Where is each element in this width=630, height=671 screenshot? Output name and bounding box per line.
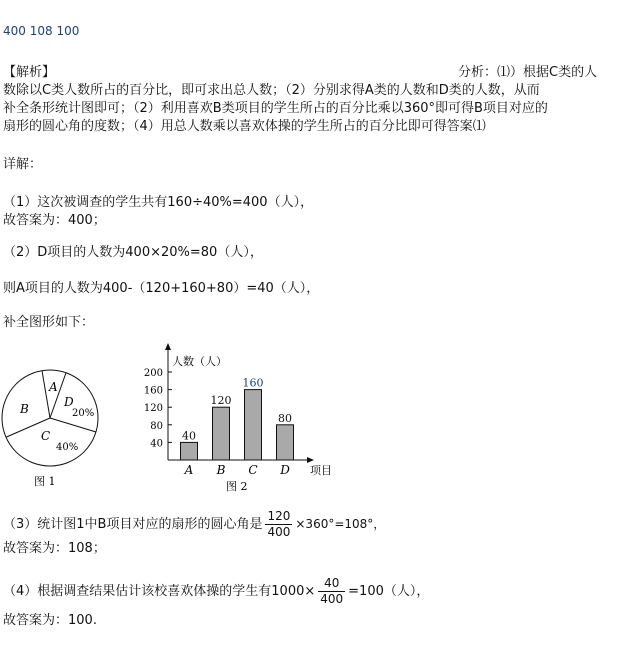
- bar-chart: [140, 343, 340, 495]
- bar: [277, 425, 294, 460]
- q2-line: 补全图形如下：: [3, 315, 95, 330]
- q3-prefix: （3）统计图1中B项目对应的扇形的圆心角是: [3, 517, 263, 532]
- q4-answer: 故答案为：100.: [3, 613, 97, 628]
- analysis-line: 数除以C类人数所占的百分比，即可求出总人数；（2）分别求得A类的人数和D类的人数，从而: [3, 83, 540, 98]
- q4-numerator: 40: [318, 576, 345, 592]
- analysis-heading-right: 分析：⑴）根据C类的人: [458, 65, 598, 80]
- q3-suffix: ×360°=108°，: [295, 517, 386, 531]
- bar-value-label: 120: [210, 394, 232, 408]
- x-tick-label: A: [184, 463, 194, 477]
- pie-label-b: B: [20, 402, 29, 416]
- q2-line: （2）D项目的人数为400×20%=80（人），: [3, 245, 263, 260]
- q4-denominator: 400: [320, 592, 344, 606]
- analysis-line: 扇形的圆心角的度数；（4）用总人数乘以喜欢体操的学生所占的百分比即可得答案⑴: [3, 119, 486, 134]
- pie-percent-c: 40%: [56, 442, 79, 453]
- y-tick-label: 80: [150, 420, 163, 432]
- q4-suffix: =100（人），: [348, 584, 430, 599]
- analysis-heading: 【解析】: [3, 65, 56, 80]
- x-tick-label: D: [280, 463, 290, 477]
- q3-denominator: 400: [267, 525, 291, 539]
- pie-figure: [0, 355, 105, 495]
- q3-fraction: [265, 509, 292, 540]
- q3-answer: 故答案为：108；: [3, 541, 106, 556]
- q3-line: [3, 507, 385, 542]
- bar: [213, 407, 230, 460]
- q4-line: [3, 575, 429, 609]
- q3-numerator: 120: [267, 509, 291, 523]
- pie-percent-d: 20%: [72, 408, 95, 419]
- y-tick-label: 40: [150, 438, 163, 450]
- y-axis-title: 人数（人）: [172, 355, 227, 368]
- q4-prefix: （4）根据调查结果估计该校喜欢体操的学生有1000×: [3, 584, 316, 599]
- x-axis-title: 项目: [310, 464, 332, 477]
- x-axis-arrow: [307, 457, 314, 463]
- y-tick-label: 200: [143, 368, 163, 379]
- bar-value-label: 40: [182, 429, 196, 443]
- analysis-line: 补全条形统计图即可；（2）利用喜欢B类项目的学生所占的百分比乘以360°即可得B项目对应的: [3, 101, 548, 116]
- bar: [245, 390, 262, 460]
- pie-label-d: D: [64, 395, 74, 409]
- bar-value-label: 160: [242, 376, 264, 390]
- q2-line: 则A项目的人数为400-（120+160+80）=40（人），: [3, 281, 320, 296]
- figure2-caption: 图 2: [226, 480, 248, 493]
- q1-line: （1）这次被调查的学生共有160÷40%=400（人），: [3, 195, 314, 210]
- pie-label-a: A: [49, 380, 58, 394]
- y-tick-label: 120: [143, 403, 163, 415]
- detail-label: 详解：: [3, 157, 43, 172]
- q4-fraction: [318, 576, 345, 607]
- pie-label-c: C: [41, 429, 51, 443]
- y-axis-arrow: [165, 343, 171, 350]
- bar-value-label: 80: [278, 411, 292, 425]
- answer-line: 400 108 100: [3, 24, 80, 38]
- x-tick-label: C: [248, 463, 258, 477]
- x-tick-label: B: [216, 463, 226, 477]
- bar: [181, 442, 198, 460]
- figure1-caption: 图 1: [34, 475, 56, 488]
- q1-answer: 故答案为：400；: [3, 213, 106, 228]
- y-tick-label: 160: [143, 385, 163, 397]
